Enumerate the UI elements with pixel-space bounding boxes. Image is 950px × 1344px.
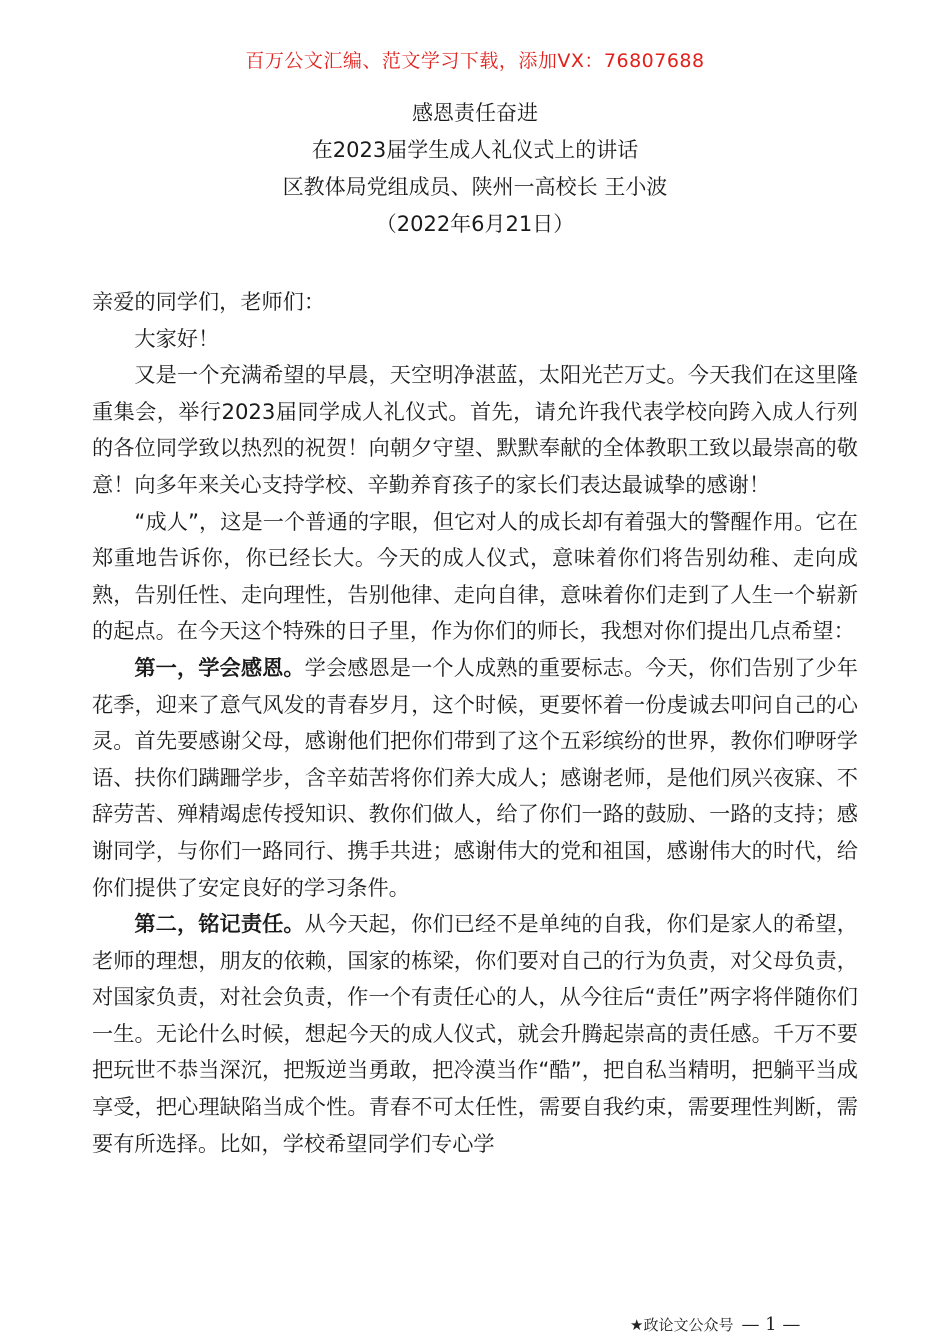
speech-title: 感恩责任奋进	[412, 101, 538, 125]
footer-source: ★政论文公众号	[630, 1316, 734, 1334]
speech-subtitle: 在2023届学生成人礼仪式上的讲话	[311, 138, 639, 162]
paragraph-4	[92, 906, 858, 1162]
speaker-line: 区教体局党组成员、陕州一高校长 王小波	[282, 175, 668, 199]
paragraph-3-text: 学会感恩是一个人成熟的重要标志。今天，你们告别了少年花季，迎来了意气风发的青春岁月，这个时候，更要怀着一份虔诚去叩问自己的心灵。首先要感谢父母，感谢他们把你们带到了这个五彩缤纷的世界，教你们咿呀学语、扶你们蹒跚学步，含辛茹苦将你们养大成人；感谢老师，是他们夙兴夜寐、不辞劳苦、殚精竭虑传授知识、教你们做人，给了你们一路的鼓励、一路的支持；感谢同学，与你们一路同行、携手共进；感谢伟大的党和祖国，感谢伟大的时代，给你们提供了安定良好的学习条件。	[92, 654, 858, 900]
watermark-banner: 百万公文汇编、范文学习下载，添加VX：76807688	[245, 50, 705, 72]
speech-title-block	[0, 95, 950, 243]
page-number: — 1 —	[741, 1314, 801, 1335]
greeting: 大家好！	[134, 325, 220, 351]
paragraph-2: “成人”，这是一个普通的字眼，但它对人的成长却有着强大的警醒作用。它在郑重地告诉你，你已经长大。今天的成人仪式，意味着你们将告别幼稚、走向成熟，告别任性、走向理性，告别他律、走向自律，意味着你们走到了人生一个崭新的起点。在今天这个特殊的日子里，作为你们的师长，我想对你们提出几点希望：	[92, 508, 858, 644]
page-footer	[630, 1314, 800, 1335]
paragraph-4-heading: 第二，铭记责任。	[134, 911, 305, 937]
speech-date: （2022年6月21日）	[375, 212, 575, 236]
paragraph-3-heading: 第一，学会感恩。	[134, 654, 305, 680]
paragraph-4-text: 从今天起，你们已经不是单纯的自我，你们是家人的希望，老师的理想，朋友的依赖，国家的栋梁，你们要对自己的行为负责，对父母负责，对国家负责，对社会负责，作一个有责任心的人，从今往后“责任”两字将伴随你们一生。无论什么时候，想起今天的成人仪式，就会升腾起崇高的责任感。千万不要把玩世不恭当深沉，把叛逆当勇敢，把冷漠当作“酷”，把自私当精明，把躺平当成享受，把心理缺陷当成个性。青春不可太任性，需要自我约束，需要理性判断，需要有所选择。比如，学校希望同学们专心学	[92, 911, 858, 1156]
salutation: 亲爱的同学们，老师们：	[92, 289, 326, 314]
speech-body	[92, 284, 858, 1162]
paragraph-3	[92, 650, 858, 906]
paragraph-1: 又是一个充满希望的早晨，天空明净湛蓝，太阳光芒万丈。今天我们在这里隆重集会，举行2023届同学成人礼仪式。首先，请允许我代表学校向跨入成人行列的各位同学致以热烈的祝贺！向朝夕守望、默默奉献的全体教职工致以最崇高的敬意！向多年来关心支持学校、辛勤养育孩子的家长们表达最诚挚的感谢！	[92, 362, 858, 497]
